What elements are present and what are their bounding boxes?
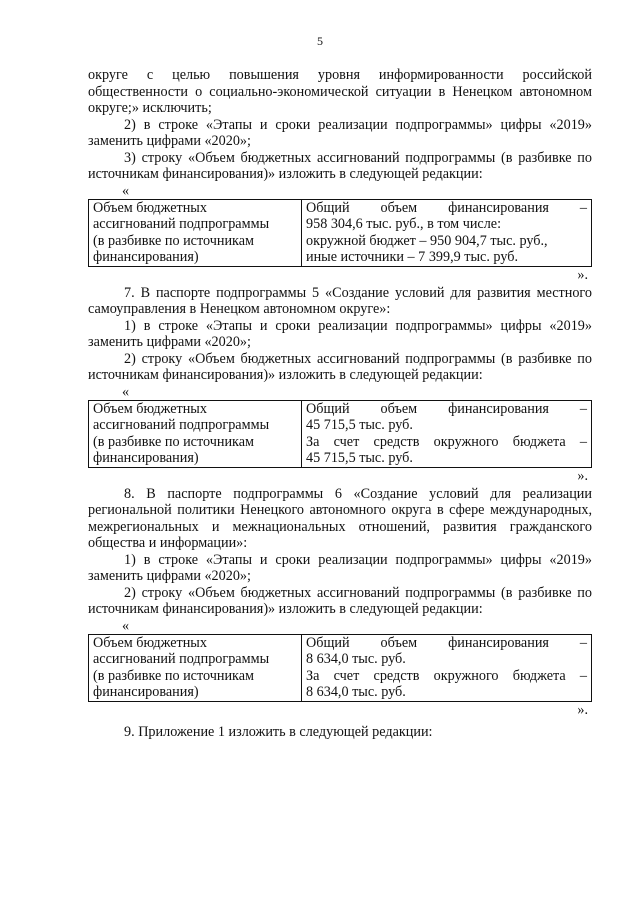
quote-open: « xyxy=(122,182,130,199)
table-value-line: иные источники – 7 399,9 тыс. руб. xyxy=(306,249,518,265)
table-value-line: 958 304,6 тыс. руб., в том числе: xyxy=(306,216,502,232)
table-value-line: Общий объем финансирования – xyxy=(306,400,587,417)
table-label-line: (в разбивке по источникам xyxy=(93,232,254,249)
table-cell-label xyxy=(89,400,302,467)
table-cell-value xyxy=(302,634,592,701)
intro-item-2: 2) в строке «Этапы и сроки реализации подпрограммы» цифры «2019» заменить цифрами «2020»; xyxy=(88,116,592,149)
page-number: 5 xyxy=(317,34,323,48)
budget-table-3 xyxy=(88,634,592,702)
table-value-line: окружной бюджет – 950 904,7 тыс. руб., xyxy=(306,232,548,249)
table-label-line: Объем бюджетных xyxy=(93,634,207,651)
section-8-heading: 8. В паспорте подпрограммы 6 «Создание условий для реализации региональной политики Ненецкого автономного округа в сфере международных, межрегиональных и межнациональных отношений, развития гражданского общества и информации»: xyxy=(88,485,592,551)
section-8-item-1: 1) в строке «Этапы и сроки реализации подпрограммы» цифры «2019» заменить цифрами «2020»; xyxy=(88,551,592,584)
quote-close: ». xyxy=(577,701,588,718)
table-label-line: финансирования) xyxy=(93,450,199,466)
quote-open: « xyxy=(122,617,130,634)
quote-open: « xyxy=(122,383,130,400)
table-label-line: ассигнований подпрограммы xyxy=(93,651,270,667)
table-value-line: 8 634,0 тыс. руб. xyxy=(306,651,406,667)
section-7-heading: 7. В паспорте подпрограммы 5 «Создание условий для развития местного самоуправления в Ненецком автономном округе»: xyxy=(88,284,592,317)
table-value-line: Общий объем финансирования – xyxy=(306,199,587,216)
table-label-line: (в разбивке по источникам xyxy=(93,667,254,684)
table-label-line: финансирования) xyxy=(93,684,199,700)
table-cell-value xyxy=(302,400,592,467)
section-8-item-2: 2) строку «Объем бюджетных ассигнований подпрограммы (в разбивке по источникам финансирования)» изложить в следующей редакции: xyxy=(88,584,592,617)
table-value-line: 45 715,5 тыс. руб. xyxy=(306,450,413,466)
table-value-line: За счет средств окружного бюджета – xyxy=(306,667,587,684)
table-label-line: Объем бюджетных xyxy=(93,400,207,417)
quote-close: ». xyxy=(577,467,588,484)
quote-close: ». xyxy=(577,266,588,283)
document-body xyxy=(88,0,592,740)
table-label-line: финансирования) xyxy=(93,249,199,265)
section-7-item-2: 2) строку «Объем бюджетных ассигнований подпрограммы (в разбивке по источникам финансирования)» изложить в следующей редакции: xyxy=(88,350,592,383)
table-label-line: ассигнований подпрограммы xyxy=(93,417,270,433)
table-cell-label xyxy=(89,199,302,266)
budget-table-1 xyxy=(88,199,592,267)
table-value-line: За счет средств окружного бюджета – xyxy=(306,433,587,450)
table-value-line: Общий объем финансирования – xyxy=(306,634,587,651)
section-9-heading: 9. Приложение 1 изложить в следующей редакции: xyxy=(124,723,433,740)
budget-table-2 xyxy=(88,400,592,468)
table-cell-label xyxy=(89,634,302,701)
table-value-line: 8 634,0 тыс. руб. xyxy=(306,684,406,700)
intro-continuation: округе с целью повышения уровня информированности российской общественности о социально-экономической ситуации в Ненецком автономном округе;» исключить; xyxy=(88,67,592,116)
section-7-item-1: 1) в строке «Этапы и сроки реализации подпрограммы» цифры «2019» заменить цифрами «2020»; xyxy=(88,317,592,350)
intro-item-3: 3) строку «Объем бюджетных ассигнований подпрограммы (в разбивке по источникам финансирования)» изложить в следующей редакции: xyxy=(88,149,592,182)
table-cell-value xyxy=(302,199,592,266)
table-label-line: ассигнований подпрограммы xyxy=(93,216,270,232)
table-label-line: Объем бюджетных xyxy=(93,199,207,216)
table-value-line: 45 715,5 тыс. руб. xyxy=(306,417,413,433)
table-label-line: (в разбивке по источникам xyxy=(93,433,254,450)
